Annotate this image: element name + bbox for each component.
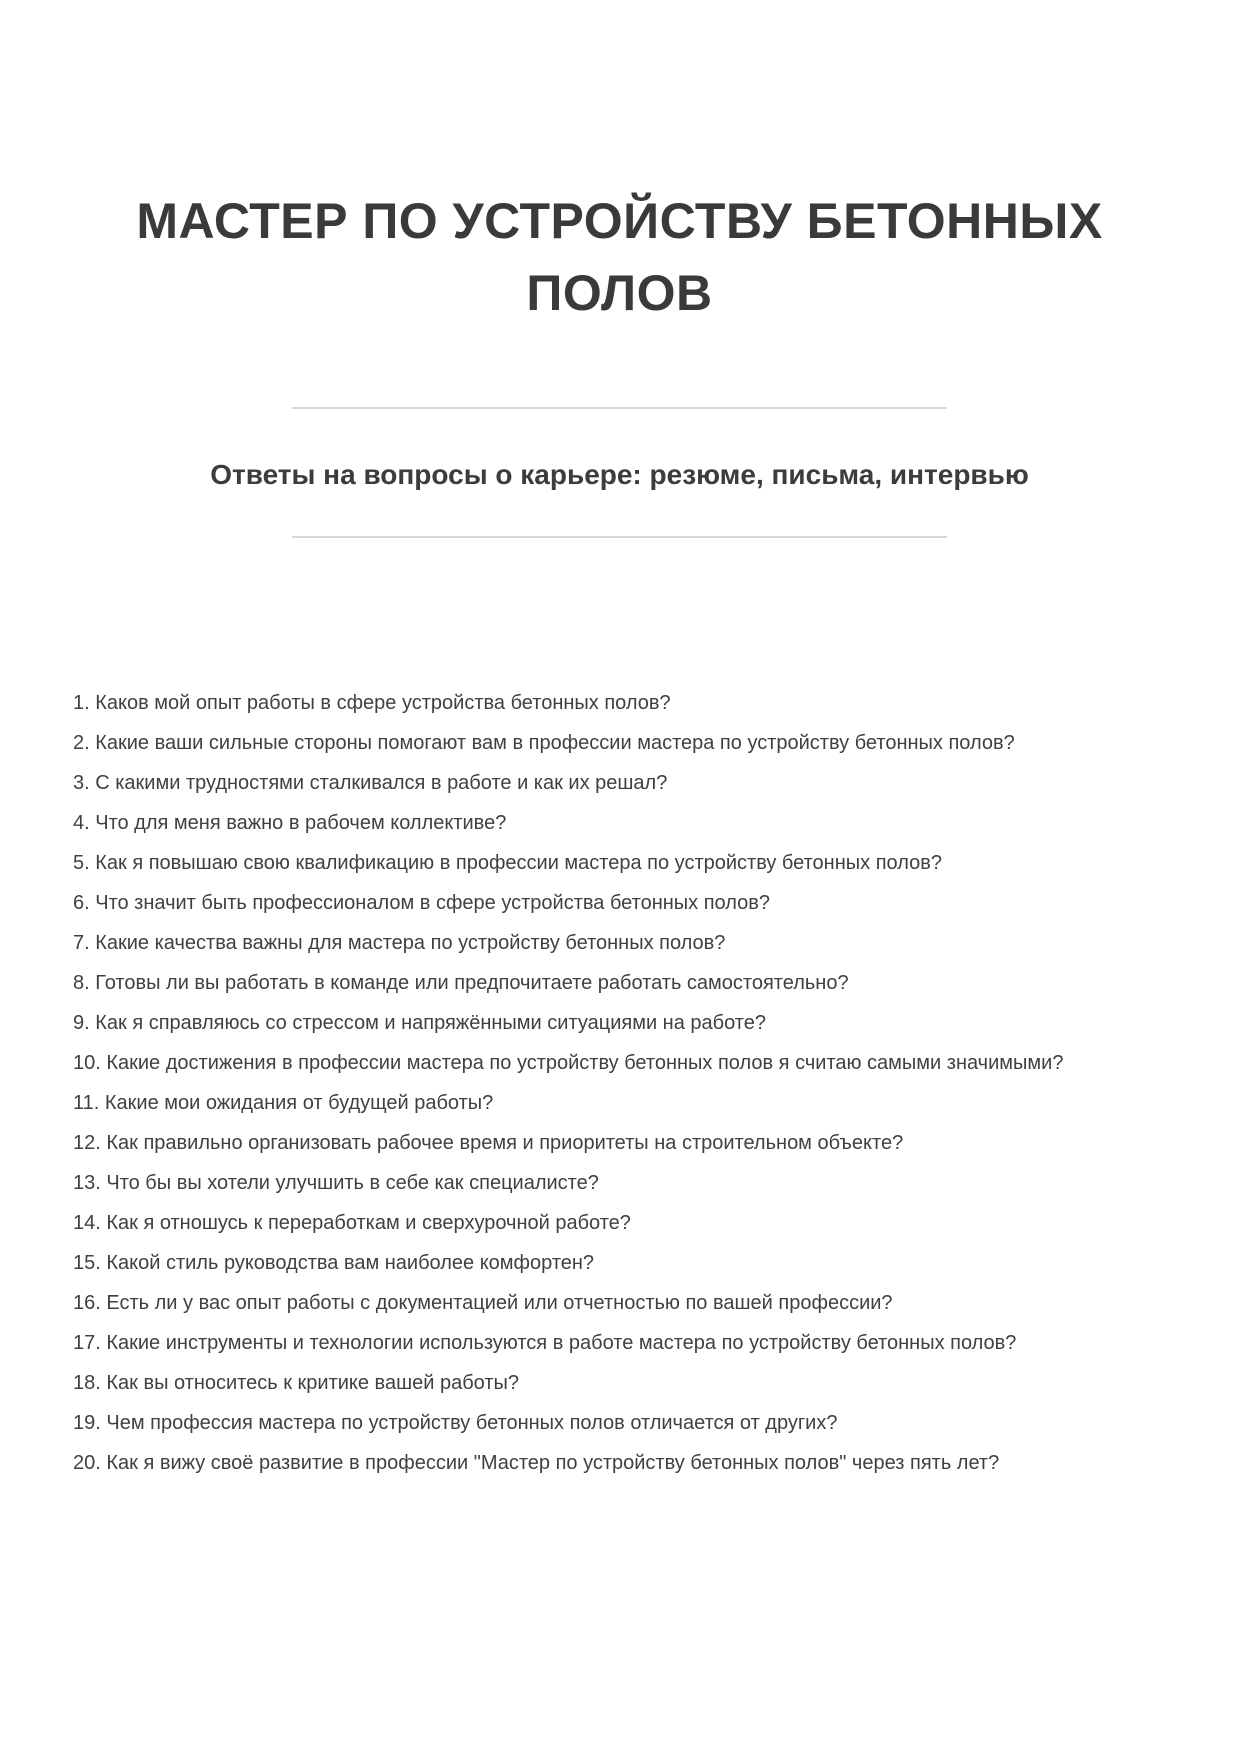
question-item: 9. Как я справляюсь со стрессом и напряжёнными ситуациями на работе? xyxy=(73,1012,766,1034)
question-item: 3. С какими трудностями сталкивался в работе и как их решал? xyxy=(73,772,668,794)
question-item: 11. Какие мои ожидания от будущей работы? xyxy=(73,1092,494,1114)
question-item: 13. Что бы вы хотели улучшить в себе как специалисте? xyxy=(73,1172,599,1194)
question-item: 1. Каков мой опыт работы в сфере устройства бетонных полов? xyxy=(73,692,671,714)
question-item: 17. Какие инструменты и технологии используются в работе мастера по устройству бетонных полов? xyxy=(73,1332,1017,1354)
question-item: 20. Как я вижу своё развитие в профессии "Мастер по устройству бетонных полов" через пять лет? xyxy=(73,1452,1000,1474)
divider-line-top xyxy=(292,407,947,409)
question-item: 4. Что для меня важно в рабочем коллективе? xyxy=(73,812,507,834)
page-subtitle: Ответы на вопросы о карьере: резюме, письма, интервью xyxy=(210,459,1029,490)
question-item: 10. Какие достижения в профессии мастера по устройству бетонных полов я считаю самыми значимыми? xyxy=(73,1052,1064,1074)
question-item: 6. Что значит быть профессионалом в сфере устройства бетонных полов? xyxy=(73,892,771,914)
question-item: 19. Чем профессия мастера по устройству бетонных полов отличается от других? xyxy=(73,1412,838,1434)
question-item: 15. Какой стиль руководства вам наиболее комфортен? xyxy=(73,1252,595,1274)
question-item: 8. Готовы ли вы работать в команде или предпочитаете работать самостоятельно? xyxy=(73,972,849,994)
question-item: 18. Как вы относитесь к критике вашей работы? xyxy=(73,1372,520,1394)
question-item: 16. Есть ли у вас опыт работы с документацией или отчетностью по вашей профессии? xyxy=(73,1292,893,1314)
question-item: 7. Какие качества важны для мастера по устройству бетонных полов? xyxy=(73,932,726,954)
question-item: 14. Как я отношусь к переработкам и сверхурочной работе? xyxy=(73,1212,631,1234)
questions-list xyxy=(0,683,1239,1483)
page-title: МАСТЕР ПО УСТРОЙСТВУ БЕТОННЫХ ПОЛОВ xyxy=(136,193,1103,321)
question-item: 12. Как правильно организовать рабочее время и приоритеты на строительном объекте? xyxy=(73,1132,904,1154)
question-item: 5. Как я повышаю свою квалификацию в профессии мастера по устройству бетонных полов? xyxy=(73,852,942,874)
divider-line-bottom xyxy=(292,536,947,538)
question-item: 2. Какие ваши сильные стороны помогают вам в профессии мастера по устройству бетонных полов? xyxy=(73,732,1015,754)
